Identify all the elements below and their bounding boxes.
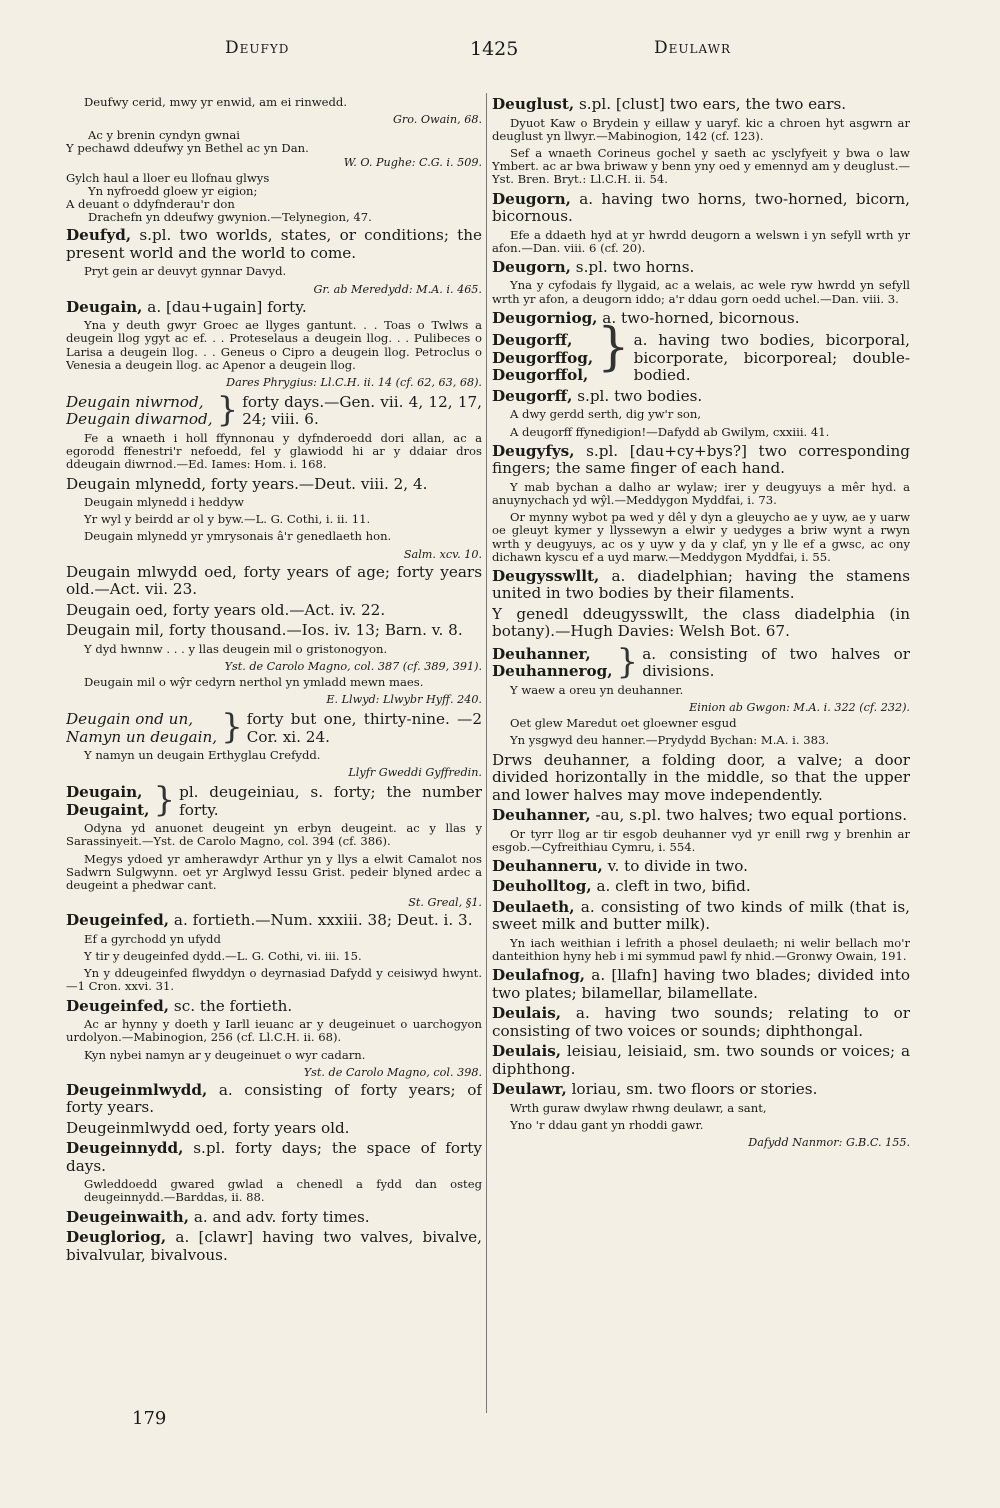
quotation: Yno 'r ddau gant yn rhoddi gawr. bbox=[510, 1118, 704, 1133]
entry-definition: a. [llafn] having two blades; divided into two plates; bilamellar, bilamellate. bbox=[492, 966, 910, 1002]
citation-source: St. Greal, §1. bbox=[408, 896, 482, 910]
column-divider bbox=[486, 93, 487, 1413]
grouped-headword: Deugain, bbox=[66, 783, 143, 802]
quotation: Fe a wnaeth i holl ffynnonau y dyfnderoedd dori allan, ac a egorodd ffenestri'r nefoedd, fel y glawiodd hi ar y ddaiar dros ddeugain diwrnod.—Ed. Iames: Hom. i. 168. bbox=[66, 430, 482, 472]
citation-source: E. Llwyd: Llwybr Hyff. 240. bbox=[326, 693, 482, 707]
quotation: A dwy gerdd serth, dig yw'r son, bbox=[510, 407, 702, 422]
quotation: Kyn nybei namyn ar y deugeinuet o wyr cadarn. bbox=[84, 1047, 366, 1062]
citation-source: Gro. Owain, 68. bbox=[392, 113, 482, 127]
header-last-word: Deulawr bbox=[654, 38, 732, 58]
group-brace-icon: } bbox=[616, 641, 639, 682]
dictionary-entry bbox=[66, 602, 482, 620]
quotation: Ac ar hynny y doeth y Iarll ieuanc ar y deugeinuet o uarchogyon urdolyon.—Mabinogion, 256 (cf. Ll.C.H. ii. 68). bbox=[66, 1017, 482, 1045]
entry-definition: -au, s.pl. two halves; two equal portions. bbox=[590, 806, 908, 825]
citation-source: Dafydd Nanmor: G.B.C. 155. bbox=[748, 1136, 910, 1150]
entry-headword: Deuhanner, bbox=[492, 806, 591, 825]
entry-headword: Deulaeth, bbox=[492, 897, 575, 916]
grouped-headwords bbox=[66, 784, 149, 819]
dictionary-entry bbox=[492, 568, 910, 603]
left-column bbox=[66, 93, 482, 1383]
entry-definition: Deugain oed, forty years old.—Act. iv. 22. bbox=[66, 600, 386, 619]
dictionary-entry bbox=[492, 878, 910, 896]
entry-definition: a. [clawr] having two valves, bivalve, bivalvular, bivalvous. bbox=[66, 1228, 482, 1264]
grouped-headword: Deugain diwarnod, bbox=[66, 410, 213, 429]
quotation: Or mynny wybot pa wed y dêl y dyn a gleuycho ae y uyw, ae y uarw oe gleuyt kymer y llyssewyn a elwir y uedyges a briw wynt a rwyn wrth y deugyuys, ac os y uyw y da y claf, yn y lle ef a gwsc, ac ony dichawn kyscu ef a uyd marw.—Meddygon Myddfai, i. 55. bbox=[492, 510, 910, 564]
citation-source: Yst. de Carolo Magno, col. 398. bbox=[303, 1065, 482, 1079]
quotation: A deugorff ffynedigion!—Dafydd ab Gwilym, cxxiii. 41. bbox=[510, 424, 830, 439]
quotation: Or tyrr llog ar tir esgob deuhanner vyd yr enill rwg y brenhin ar esgob.—Cyfreithiau Cymru, i. 554. bbox=[492, 826, 910, 854]
entry-definition: sc. the fortieth. bbox=[169, 996, 293, 1015]
dictionary-entry bbox=[492, 191, 910, 226]
entry-headword: Deugorff, bbox=[492, 386, 573, 405]
dictionary-entry bbox=[492, 259, 910, 277]
quotation: Yn y ddeugeinfed flwyddyn o deyrnasiad Dafydd y ceisiwyd hwynt.—1 Cron. xxvi. 31. bbox=[66, 966, 482, 994]
entry-headword: Deugeinfed, bbox=[66, 996, 170, 1015]
quotation: Yna y deuth gwyr Groec ae llyges gantunt. . . Toas o Twlws a deugein llog ygyt ac ef. . . Proteselaus a deugein llog. . . Pulibeces o Larisa a deugein llog. . . Geneus o Cipro a deugein llog. Petroclus o Venesia a deugein llog. ac Apenor a deugein llog. bbox=[66, 318, 482, 372]
dictionary-entry bbox=[66, 912, 482, 930]
dictionary-entry bbox=[492, 807, 910, 825]
grouped-headwords bbox=[66, 711, 217, 746]
entry-definition: a. two-horned, bicornous. bbox=[597, 308, 800, 327]
entry-definition: a. having two horns, two-horned, bicorn, bicornous. bbox=[492, 189, 910, 226]
dictionary-entry bbox=[492, 899, 910, 934]
quotation: Megys ydoed yr amherawdyr Arthur yn y llys a elwit Camalot nos Sadwrn Sulgwynn. oet yr Arglwyd Iessu Grist. pedeir blyned ardec a deugeint a phedwar cant. bbox=[66, 851, 482, 893]
entry-definition: s.pl. [dau+cy+bys?] two corresponding fingers; the same finger of each hand. bbox=[492, 441, 910, 478]
grouped-definition: pl. deugeiniau, s. forty; the number forty. bbox=[179, 783, 482, 819]
entry-definition: Deugain mil, forty thousand.—Ios. iv. 13; Barn. v. 8. bbox=[66, 621, 463, 640]
quotation: Y tir y deugeinfed dydd.—L. G. Cothi, vi. iii. 15. bbox=[84, 948, 362, 963]
entry-headword: Deulais, bbox=[492, 1004, 562, 1023]
quotation: Deugain mil o wŷr cedyrn nerthol yn ymladd mewn maes. bbox=[84, 674, 424, 689]
dictionary-entry bbox=[66, 227, 482, 262]
citation-source: W. O. Pughe: C.G. i. 509. bbox=[343, 155, 482, 169]
quotation: Ef a gyrchodd yn ufydd bbox=[84, 931, 221, 946]
entry-definition: Deugain mlwydd oed, forty years of age; forty years old.—Act. vii. 23. bbox=[66, 562, 482, 599]
quotation: Wrth guraw dwylaw rhwng deulawr, a sant, bbox=[510, 1100, 767, 1115]
entry-headword: Deugain, bbox=[66, 297, 143, 316]
quotation: Yn ysgwyd deu hanner.—Prydydd Bychan: M.A. i. 383. bbox=[510, 733, 830, 748]
grouped-definition: a. having two bodies, bicorporal, bicorporate, bicorporeal; double-bodied. bbox=[633, 331, 910, 385]
entry-headword: Deugorn, bbox=[492, 257, 571, 276]
entry-definition: leisiau, leisiaid, sm. two sounds or voices; a diphthong. bbox=[492, 1042, 910, 1078]
grouped-headword: Namyn un deugain, bbox=[66, 727, 218, 746]
dictionary-entry bbox=[66, 299, 482, 317]
dictionary-entry bbox=[492, 752, 910, 805]
grouped-entry bbox=[66, 780, 482, 821]
signature-folio: 179 bbox=[132, 1408, 167, 1429]
entry-definition: Y genedl ddeugysswllt, the class diadelphia (in botany).—Hugh Davies: Welsh Bot. 67. bbox=[492, 604, 910, 641]
entry-headword: Deuholltog, bbox=[492, 877, 592, 896]
verse-line: A deuant o ddyfnderau'r don bbox=[66, 197, 235, 212]
grouped-headword: Deuhannerog, bbox=[492, 662, 613, 681]
entry-headword: Deufyd, bbox=[66, 226, 132, 245]
dictionary-entry bbox=[66, 564, 482, 599]
quotation: Y namyn un deugain Erthyglau Crefydd. bbox=[84, 748, 321, 763]
entry-headword: Deugeinmlwydd, bbox=[66, 1080, 208, 1099]
dictionary-entry bbox=[492, 1081, 910, 1099]
entry-headword: Deugloriog, bbox=[66, 1228, 167, 1247]
entry-definition: a. having two sounds; relating to or consisting of two voices or sounds; diphthongal. bbox=[492, 1004, 910, 1040]
group-brace-icon: } bbox=[597, 318, 630, 378]
dictionary-entry bbox=[66, 1229, 482, 1264]
dictionary-entry bbox=[66, 1120, 482, 1138]
grouped-headword: Deugaint, bbox=[66, 800, 150, 819]
entry-definition: Drws deuhanner, a folding door, a valve; a door divided horizontally in the middle, so that the upper and lower halves may move independently. bbox=[492, 750, 910, 804]
quotation: Efe a ddaeth hyd at yr hwrdd deugorn a welswn i yn sefyll wrth yr afon.—Dan. viii. 6 (cf. 20). bbox=[492, 227, 910, 255]
quotation: Yn iach weithian i lefrith a phosel deulaeth; ni welir bellach mo'r danteithion hyny heb i mi symmud pawl fy nhid.—Gronwy Owain, 191. bbox=[492, 935, 910, 964]
grouped-headword: Deuhanner, bbox=[492, 644, 591, 663]
quotation: Deugain mlynedd yr ymrysonais â'r genedlaeth hon. bbox=[84, 529, 392, 544]
entry-headword: Deugeinwaith, bbox=[66, 1207, 189, 1226]
grouped-entry bbox=[492, 641, 910, 682]
entry-headword: Deugeinfed, bbox=[66, 911, 170, 930]
entry-headword: Deuglust, bbox=[492, 95, 575, 113]
verse-line-indented: Drachefn yn ddeufwy gwynion.—Telynegion, 47. bbox=[88, 210, 372, 225]
citation-source: Einion ab Gwgon: M.A. i. 322 (cf. 232). bbox=[689, 701, 910, 715]
dictionary-entry bbox=[66, 1140, 482, 1175]
citation-source: Yst. de Carolo Magno, col. 387 (cf. 389, 391). bbox=[224, 659, 482, 673]
grouped-definition: forty but one, thirty-nine. —2 Cor. xi. 24. bbox=[246, 710, 482, 746]
entry-headword: Deugorniog, bbox=[492, 308, 598, 327]
quotation: Yr wyl y beirdd ar ol y byw.—L. G. Cothi, i. ii. 11. bbox=[84, 512, 371, 527]
citation-source: Gr. ab Meredydd: M.A. i. 465. bbox=[313, 282, 482, 296]
dictionary-entry bbox=[66, 476, 482, 494]
entry-definition: a. diadelphian; having the stamens united in two bodies by their filaments. bbox=[492, 566, 910, 603]
grouped-headword: Deugorffog, bbox=[492, 348, 594, 367]
entry-headword: Deugeinnydd, bbox=[66, 1139, 184, 1158]
quotation: Dyuot Kaw o Brydein y eillaw y uaryf. kic a chroen hyt asgwrn ar deuglust yn llwyr.—Mabinogion, 142 (cf. 123). bbox=[492, 115, 910, 143]
dictionary-entry bbox=[66, 622, 482, 640]
entry-definition: Deugain mlynedd, forty years.—Deut. viii. 2, 4. bbox=[66, 474, 428, 493]
dictionary-entry bbox=[492, 96, 910, 114]
grouped-entry bbox=[66, 707, 482, 748]
dictionary-entry bbox=[492, 606, 910, 641]
entry-definition: loriau, sm. two floors or stories. bbox=[566, 1080, 818, 1099]
entry-definition: a. cleft in two, bifid. bbox=[591, 877, 751, 896]
grouped-headword: Deugorffol, bbox=[492, 366, 589, 385]
page-number: 1425 bbox=[470, 38, 519, 60]
quotation: Y dyd hwnnw . . . y llas deugein mil o gristonogyon. bbox=[84, 641, 388, 656]
entry-definition: a. consisting of forty years; of forty years. bbox=[66, 1080, 482, 1117]
entry-definition: v. to divide in two. bbox=[602, 856, 749, 875]
dictionary-entry bbox=[492, 858, 910, 876]
entry-headword: Deugysswllt, bbox=[492, 566, 600, 585]
entry-definition: s.pl. forty days; the space of forty days. bbox=[66, 1139, 482, 1175]
entry-definition: s.pl. two horns. bbox=[570, 257, 695, 276]
quotation: Gwleddoedd gwared gwlad a chenedl a fydd dan osteg deugeinnydd.—Barddas, ii. 88. bbox=[84, 1177, 482, 1205]
grouped-entry bbox=[66, 389, 482, 430]
entry-headword: Deulais, bbox=[492, 1042, 562, 1061]
entry-definition: a. consisting of two kinds of milk (that is, sweet milk and butter milk). bbox=[492, 897, 910, 934]
entry-headword: Deugyfys, bbox=[492, 441, 575, 460]
dictionary-entry bbox=[66, 1082, 482, 1117]
dictionary-entry bbox=[492, 310, 910, 328]
verse-line-indented: Yn nyfroedd gloew yr eigion; bbox=[88, 183, 258, 198]
entry-definition: a. [dau+ugain] forty. bbox=[142, 297, 307, 316]
grouped-headword: Deugorff, bbox=[492, 331, 573, 350]
group-brace-icon: } bbox=[216, 389, 239, 430]
grouped-entry bbox=[492, 318, 910, 385]
grouped-headwords bbox=[66, 394, 213, 429]
verse-line-indented: Ac y brenin cyndyn gwnai bbox=[88, 128, 241, 143]
quotation: Pryt gein ar deuvyt gynnar Davyd. bbox=[84, 264, 287, 279]
grouped-definition: a. consisting of two halves or divisions. bbox=[642, 644, 910, 681]
entry-definition: a. and adv. forty times. bbox=[189, 1207, 370, 1226]
group-brace-icon: } bbox=[153, 780, 176, 821]
verse-line: Y pechawd ddeufwy yn Bethel ac yn Dan. bbox=[66, 141, 309, 156]
grouped-headwords bbox=[492, 332, 593, 385]
group-brace-icon: } bbox=[221, 707, 243, 748]
dictionary-entry bbox=[492, 1005, 910, 1040]
quotation: Y mab bychan a dalho ar wylaw; irer y deugyuys a mêr hyd. a anuynychach yd wŷl.—Meddygon Myddfai, i. 73. bbox=[492, 479, 910, 507]
quotation: Sef a wnaeth Corineus gochel y saeth ac ysclyfyeit y bwa o law Ymbert. ac ar bwa briwaw y benn yny oed y emennyd am y deuglust.—Yst. Bren. Bryt.: Ll.C.H. ii. 54. bbox=[492, 145, 910, 187]
entry-definition: Deugeinmlwydd oed, forty years old. bbox=[66, 1118, 350, 1137]
entry-headword: Deulafnog, bbox=[492, 966, 586, 985]
running-header bbox=[0, 38, 1000, 68]
dictionary-entry bbox=[66, 998, 482, 1016]
grouped-definition: forty days.—Gen. vii. 4, 12, 17, 24; viii. 6. bbox=[242, 392, 482, 429]
grouped-headword: Deugain ond un, bbox=[66, 710, 194, 729]
quotation: Oet glew Maredut oet gloewner esgud bbox=[510, 716, 737, 731]
dictionary-entry bbox=[66, 1209, 482, 1227]
quotation: Deugain mlynedd i heddyw bbox=[84, 495, 244, 510]
grouped-headword: Deugain niwrnod, bbox=[66, 392, 204, 411]
entry-headword: Deugorn, bbox=[492, 189, 571, 208]
citation-source: Llyfr Gweddi Gyffredin. bbox=[348, 766, 482, 780]
dictionary-entry bbox=[492, 967, 910, 1002]
dictionary-entry bbox=[492, 1043, 910, 1078]
verse-line: Gylch haul a lloer eu llofnau glwys bbox=[66, 170, 270, 185]
dictionary-entry bbox=[492, 388, 910, 406]
entry-definition: s.pl. two bodies. bbox=[572, 386, 703, 405]
entry-definition: a. fortieth.—Num. xxxiii. 38; Deut. i. 3. bbox=[169, 911, 473, 930]
citation-source: Salm. xcv. 10. bbox=[403, 547, 482, 561]
quotation: Y waew a oreu yn deuhanner. bbox=[510, 682, 684, 697]
quotation: Deufwy cerid, mwy yr enwid, am ei rinwedd. bbox=[84, 95, 348, 109]
grouped-headwords bbox=[492, 646, 613, 681]
entry-definition: s.pl. two worlds, states, or conditions; the present world and the world to come. bbox=[66, 226, 482, 262]
entry-headword: Deulawr, bbox=[492, 1080, 567, 1099]
entry-definition: s.pl. [clust] two ears, the two ears. bbox=[574, 95, 847, 113]
quotation: Odyna yd anuonet deugeint yn erbyn deugeint. ac y llas y Sarassinyeit.—Yst. de Carolo Magno, col. 394 (cf. 386). bbox=[66, 821, 482, 849]
right-column bbox=[492, 93, 910, 1413]
citation-source: Dares Phrygius: Ll.C.H. ii. 14 (cf. 62, 63, 68). bbox=[226, 375, 482, 389]
entry-headword: Deuhanneru, bbox=[492, 856, 603, 875]
quotation: Yna y cyfodais fy llygaid, ac a welais, ac wele ryw hwrdd yn sefyll wrth yr afon, a deugorn iddo; a'r ddau gorn oedd uchel.—Dan. viii. 3. bbox=[492, 278, 910, 306]
header-first-word: Deufyd bbox=[225, 38, 290, 58]
dictionary-entry bbox=[492, 443, 910, 478]
